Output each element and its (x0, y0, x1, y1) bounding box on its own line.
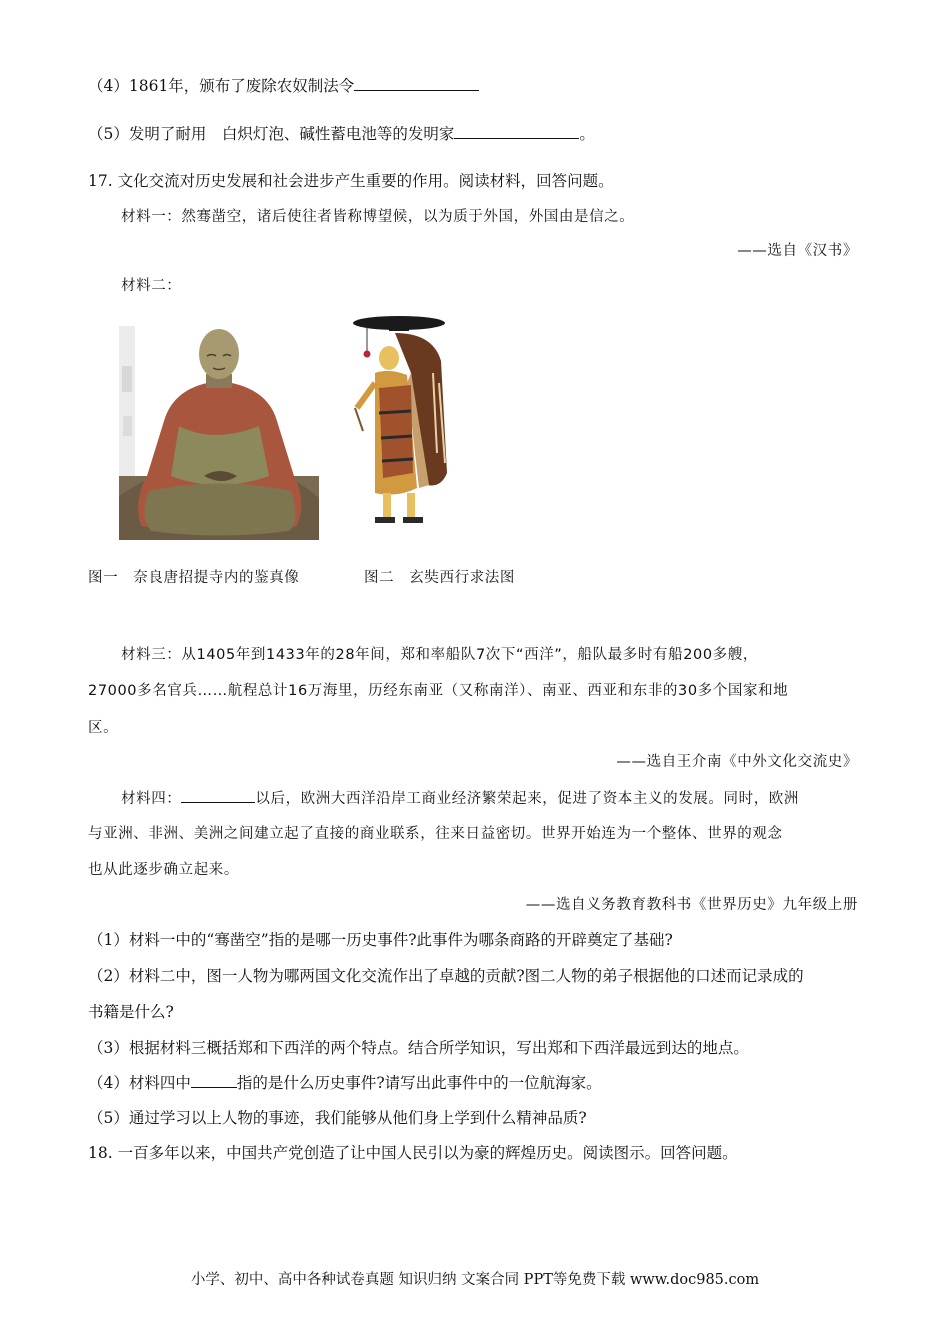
q16-item-4 (88, 76, 479, 96)
q17-material-4-line-1 (121, 788, 799, 809)
q17-sub-2-line-1: （2）材料二中，图一人物为哪两国文化交流作出了卓越的贡献?图二人物的弟子根据他的口述而记录成的 (88, 967, 804, 985)
answer-blank[interactable] (354, 76, 479, 91)
q17-sub-1: （1）材料一中的“骞凿空”指的是哪一历史事件?此事件为哪条商路的开辟奠定了基础? (88, 931, 673, 949)
q17-sub-2-line-2: 书籍是什么? (88, 1003, 174, 1021)
answer-blank[interactable] (191, 1073, 237, 1088)
page-footer: 小学、初中、高中各种试卷真题 知识归纳 文案合同 PPT等免费下载 www.doc985.com (190, 1272, 760, 1288)
q17-stem: 17. 文化交流对历史发展和社会进步产生重要的作用。阅读材料，回答问题。 (88, 172, 614, 190)
q17-material-1: 材料一：然骞凿空，诸后使往者皆称博望候，以为质于外国，外国由是信之。 (121, 209, 635, 225)
q17-material-4-prefix: 材料四： (121, 791, 182, 807)
q18-stem: 18. 一百多年以来，中国共产党创造了让中国人民引以为豪的辉煌历史。阅读图示。回答问题。 (88, 1144, 738, 1162)
q17-material-4-line-2: 与亚洲、非洲、美洲之间建立起了直接的商业联系，往来日益密切。世界开始连为一个整体、世界的观念 (88, 826, 783, 842)
q16-item-4-text: （4）1861年，颁布了废除农奴制法令 (88, 77, 355, 95)
answer-blank[interactable] (181, 788, 255, 803)
q17-material-3-line-3: 区。 (88, 720, 119, 736)
figure-1-caption: 图一 奈良唐招提寺内的鉴真像 (88, 570, 300, 586)
q17-material-4-line-3: 也从此逐步确立起来。 (88, 862, 239, 878)
q17-sub-3: （3）根据材料三概括郑和下西洋的两个特点。结合所学知识，写出郑和下西洋最远到达的地点。 (88, 1039, 749, 1057)
q16-item-5-text: （5）发明了耐用 白炽灯泡、碱性蓄电池等的发明家 (88, 125, 455, 143)
q17-material-1-source: ——选自《汉书》 (737, 243, 858, 259)
xuanzang-pilgrim-image (349, 313, 453, 537)
q17-sub-4 (88, 1073, 602, 1093)
q17-material-3-line-1: 材料三：从1405年到1433年的28年间，郑和率船队7次下“西洋”，船队最多时有船200多艘， (121, 647, 758, 663)
q17-sub-4-prefix: （4）材料四中 (88, 1074, 191, 1092)
q17-material-3-source: ——选自王介南《中外文化交流史》 (616, 754, 858, 770)
q16-item-5-end: 。 (579, 125, 595, 143)
q17-material-2: 材料二： (121, 278, 182, 294)
figure-2-caption: 图二 玄奘西行求法图 (364, 570, 515, 586)
q17-material-3-line-2: 27000多名官兵……航程总计16万海里，历经东南亚（又称南洋）、南亚、西亚和东非的30多个国家和地 (88, 683, 789, 699)
jianzhen-statue-image (119, 326, 319, 540)
q17-material-4-text: 以后，欧洲大西洋沿岸工商业经济繁荣起来，促进了资本主义的发展。同时，欧洲 (255, 791, 800, 807)
q17-sub-5: （5）通过学习以上人物的事迹，我们能够从他们身上学到什么精神品质? (88, 1109, 587, 1127)
answer-blank[interactable] (454, 124, 579, 139)
q17-material-4-source: ——选自义务教育教科书《世界历史》九年级上册 (525, 897, 858, 913)
q17-sub-4-text: 指的是什么历史事件?请写出此事件中的一位航海家。 (236, 1074, 602, 1092)
q16-item-5 (88, 124, 595, 144)
